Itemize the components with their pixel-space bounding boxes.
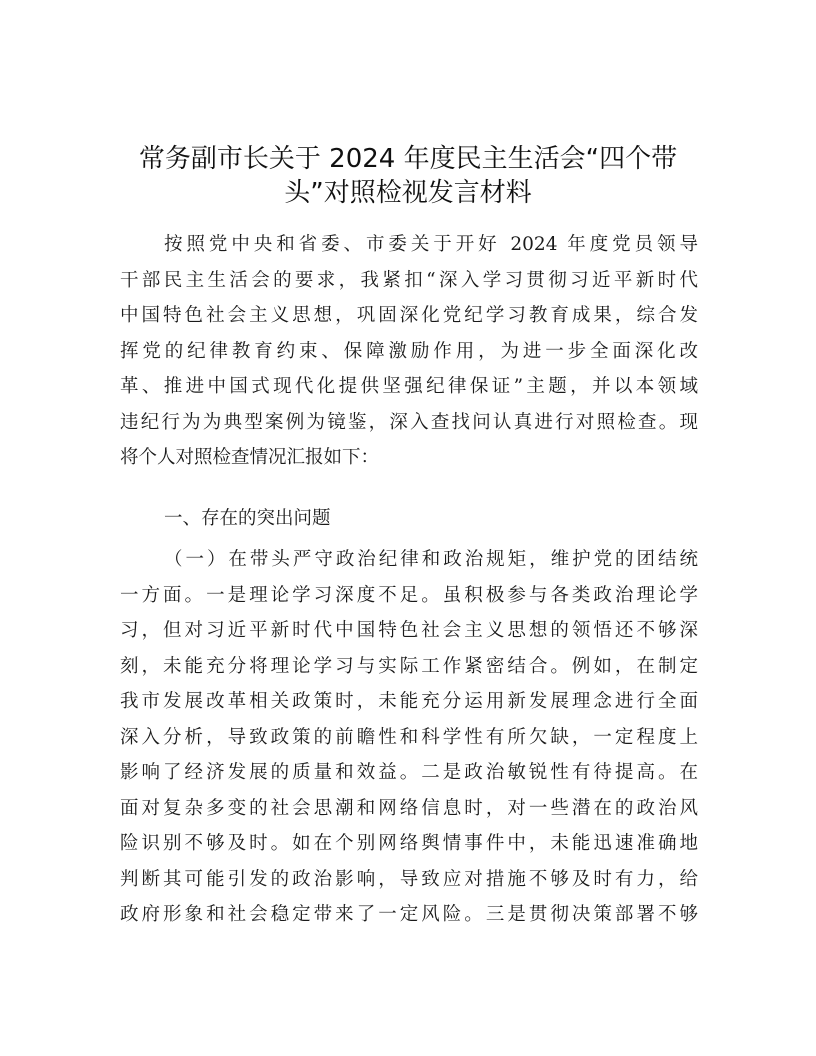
paragraph-2-line: 面对复杂多变的社会思潮和网络信息时，对一些潜在的政治风 [120,798,698,819]
paragraph-2-line: 刻，未能充分将理论学习与实际工作紧密结合。例如，在制定 [120,656,698,677]
paragraph-2-line: 习，但对习近平新时代中国特色社会主义思想的领悟还不够深 [120,620,698,641]
paragraph-2-line: 深入分析，导致政策的前瞻性和科学性有所欠缺，一定程度上 [120,727,698,748]
section-heading: 一、存在的突出问题 [164,508,331,529]
paragraph-1-line: 将个人对照检查情况汇报如下： [120,447,380,468]
paragraph-2-line: （一）在带头严守政治纪律和政治规矩，维护党的团结统 [164,549,698,570]
paragraph-1-line: 挥党的纪律教育约束、保障激励作用，为进一步全面深化改 [120,341,698,362]
paragraph-2-line: 政府形象和社会稳定带来了一定风险。三是贯彻决策部署不够 [120,904,698,925]
paragraph-2-line: 我市发展改革相关政策时，未能充分运用新发展理念进行全面 [120,691,698,712]
paragraph-1-line: 干部民主生活会的要求，我紧扣“深入学习贯彻习近平新时代 [120,270,698,291]
paragraph-2-line: 险识别不够及时。如在个别网络舆情事件中，未能迅速准确地 [120,833,698,854]
paragraph-1-line: 按照党中央和省委、市委关于开好 2024 年度党员领导 [164,234,698,255]
document-title-line-1: 常务副市长关于 2024 年度民主生活会“四个带 [138,144,678,174]
paragraph-1-line: 违纪行为为典型案例为镜鉴，深入查找问认真进行对照检查。现 [120,412,698,433]
paragraph-2-line: 一方面。一是理论学习深度不足。虽积极参与各类政治理论学 [120,585,698,606]
document-title-line-2: 头”对照检视发言材料 [284,178,532,208]
paragraph-1-line: 革、推进中国式现代化提供坚强纪律保证”主题，并以本领域 [120,376,698,397]
paragraph-2-line: 影响了经济发展的质量和效益。二是政治敏锐性有待提高。在 [120,762,698,783]
paragraph-1-line: 中国特色社会主义思想，巩固深化党纪学习教育成果，综合发 [120,305,698,326]
paragraph-2-line: 判断其可能引发的政治影响，导致应对措施不够及时有力，给 [120,869,698,890]
